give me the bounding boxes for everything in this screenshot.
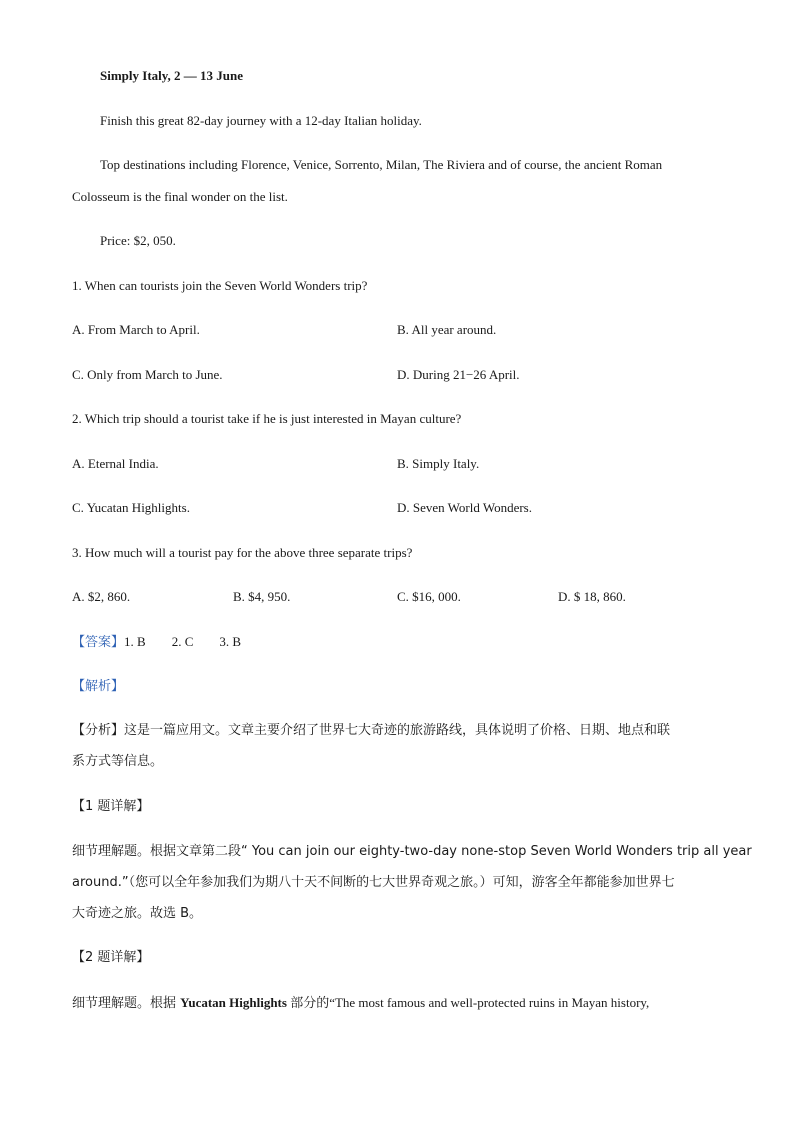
trip-paragraph-1: Finish this great 82-day journey with a 12-day Italian holiday. [100,113,422,128]
question-2-stem: 2. Which trip should a tourist take if he is just interested in Mayan culture? [72,411,462,426]
q2-detail-prefix: 细节理解题。根据 [72,996,181,1011]
q2-detail-heading: 【2 题详解】 [72,950,150,965]
q1-detail-line-3: 大奇迹之旅。故选 B。 [72,906,203,921]
question-2-option-c: C. Yucatan Highlights. [72,500,190,515]
trip-paragraph-2-line-2: Colosseum is the final wonder on the list. [72,189,288,204]
analysis-summary-line-2: 系方式等信息。 [72,754,164,769]
question-1-option-d: D. During 21−26 April. [397,367,520,382]
question-1-option-c: C. Only from March to June. [72,367,223,382]
question-3-option-b: B. $4, 950. [233,589,291,604]
answer-row [72,632,724,653]
answer-label: 【答案】 [72,635,125,650]
question-3-stem: 3. How much will a tourist pay for the above three separate trips? [72,545,413,560]
q2-detail-suffix: 部分的“The most famous and well-protected ruins in Mayan history, [286,995,650,1010]
analysis-label: 【解析】 [72,679,125,694]
answer-item-1: 1. B [124,634,146,649]
answer-item-3: 3. B [219,634,242,649]
trip-title: Simply Italy, 2 — 13 June [100,68,244,83]
question-3-option-c: C. $16, 000. [397,589,461,604]
q2-detail-section-name: Yucatan Highlights [180,995,287,1010]
question-2-option-b: B. Simply Italy. [397,456,480,471]
trip-price: Price: $2, 050. [100,233,176,248]
question-2-option-d: D. Seven World Wonders. [397,500,532,515]
question-1-option-b: B. All year around. [397,322,497,337]
question-3-option-a: A. $2, 860. [72,589,131,604]
question-1-option-a: A. From March to April. [72,322,200,337]
question-2-option-a: A. Eternal India. [72,456,159,471]
q1-detail-heading: 【1 题详解】 [72,799,150,814]
trip-paragraph-2-line-1: Top destinations including Florence, Venice, Sorrento, Milan, The Riviera and of course, the ancient Roman [100,157,663,172]
question-3-option-d: D. $ 18, 860. [558,589,626,604]
answer-item-2: 2. C [171,634,194,649]
question-1-stem: 1. When can tourists join the Seven World Wonders trip? [72,278,368,293]
q1-detail-line-2: around.”（您可以全年参加我们为期八十天不间断的七大世界奇观之旅。）可知，游客全年都能参加世界七 [72,875,675,890]
q2-detail-line-1 [72,993,724,1014]
analysis-summary-line-1: 【分析】这是一篇应用文。文章主要介绍了世界七大奇迹的旅游路线，具体说明了价格、日期、地点和联 [72,723,671,738]
q1-detail-line-1: 细节理解题。根据文章第二段“ You can join our eighty-two-day none-stop Seven World Wonders trip all year [72,844,752,859]
